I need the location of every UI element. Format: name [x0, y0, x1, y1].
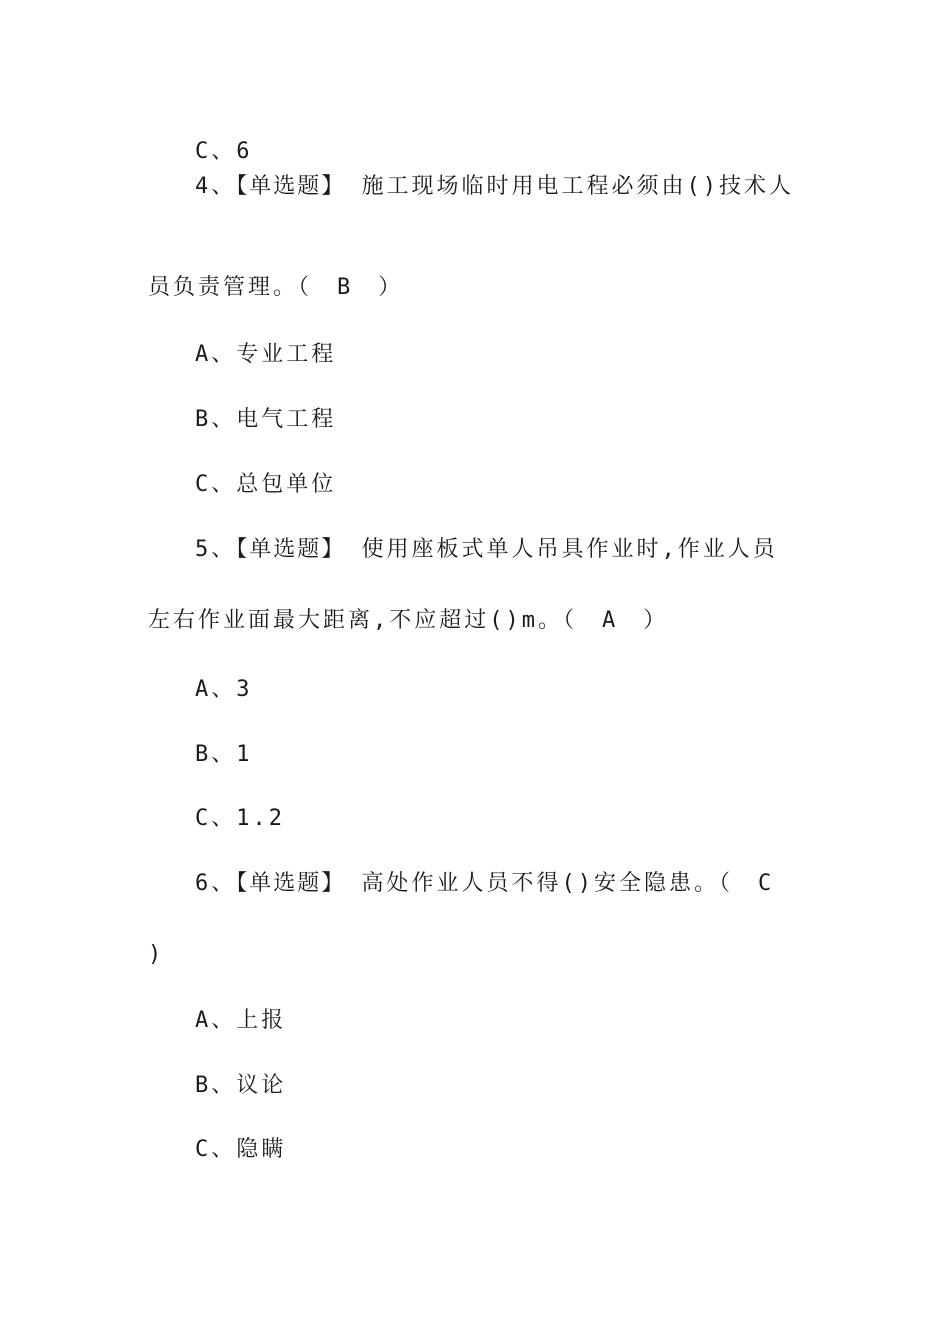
question-type: 【单选题】 [236, 537, 346, 562]
question-stem: 施工现场临时用电工程必须由()技术人 [361, 174, 795, 199]
q5-stem-line2: 左右作业面最大距离,不应超过()m。（ A ） [148, 608, 669, 633]
q6-stem-line2: ) [148, 942, 165, 967]
q5-stem-line1 [195, 535, 778, 565]
q3-option-c: C、6 [195, 139, 253, 164]
q6-stem-line1 [195, 869, 774, 899]
q4-stem-line1 [195, 172, 794, 202]
q5-option-c: C、1.2 [195, 806, 285, 831]
question-number: 4、 [195, 174, 237, 199]
question-type: 【单选题】 [236, 871, 346, 896]
question-type: 【单选题】 [236, 174, 346, 199]
q4-option-a: A、专业工程 [195, 342, 337, 367]
q5-option-a: A、3 [195, 677, 253, 702]
question-number: 5、 [195, 537, 237, 562]
q6-option-c: C、隐瞒 [195, 1137, 287, 1162]
q4-option-b: B、电气工程 [195, 407, 337, 432]
question-stem: 高处作业人员不得()安全隐患。（ C [361, 871, 775, 896]
question-stem: 使用座板式单人吊具作业时,作业人员 [361, 537, 778, 562]
q4-option-c: C、总包单位 [195, 472, 337, 497]
q6-option-b: B、议论 [195, 1073, 287, 1098]
q6-option-a: A、上报 [195, 1008, 287, 1033]
q5-option-b: B、1 [195, 742, 253, 767]
q4-stem-line2: 员负责管理。（ B ） [148, 275, 404, 300]
question-number: 6、 [195, 871, 237, 896]
